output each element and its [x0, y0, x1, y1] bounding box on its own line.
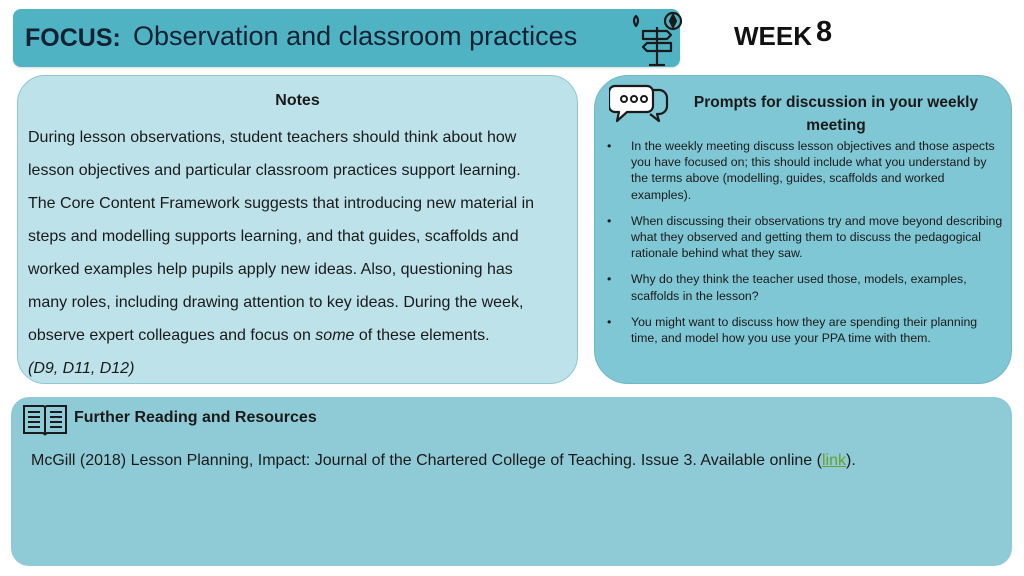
focus-title: Observation and classroom practices	[133, 21, 578, 51]
prompts-list	[603, 138, 1003, 356]
citation-end: ).	[846, 452, 856, 469]
notes-references: (D9, D11, D12)	[28, 360, 135, 377]
prompt-text: Why do they think the teacher used those, models, examples, scaffolds in the lesson?	[631, 272, 967, 303]
bullet: •	[607, 314, 612, 329]
week-number: 8	[816, 16, 833, 48]
list-item	[603, 314, 1003, 346]
notes-line: many roles, including drawing attention to key ideas. During the week,	[28, 294, 524, 311]
bullet: •	[607, 213, 612, 228]
notes-emphasis: some	[315, 327, 355, 344]
notes-line: steps and modelling supports learning, and that guides, scaffolds and	[28, 228, 519, 245]
notes-line: lesson objectives and particular classroom practices support learning.	[28, 162, 521, 179]
citation-text: McGill (2018) Lesson Planning, Impact: Journal of the Chartered College of Teaching. Issue 3. Available online (	[31, 452, 822, 469]
prompts-heading: Prompts for discussion in your weekly meeting	[693, 94, 979, 134]
notes-body	[28, 121, 563, 385]
prompt-text: You might want to discuss how they are spending their planning time, and model how you use your PPA time with them.	[631, 314, 978, 346]
bullet: •	[607, 139, 612, 153]
reading-heading: Further Reading and Resources	[74, 409, 317, 426]
reading-citation	[31, 452, 856, 470]
notes-line-last	[28, 319, 563, 352]
reading-panel	[11, 397, 1012, 566]
notes-line: worked examples help pupils apply new ideas. Also, questioning has	[28, 261, 513, 278]
list-item	[603, 213, 1003, 262]
notes-panel	[17, 75, 578, 384]
week-indicator	[734, 16, 833, 53]
resource-link[interactable]: link	[821, 452, 846, 469]
list-item	[603, 138, 1003, 203]
prompt-text: In the weekly meeting discuss lesson objectives and those aspects you have focused on; this should include what you understand by the terms above (modelling, guides, scaffolds and worked examples).	[631, 139, 995, 202]
notes-text: of these elements.	[354, 327, 490, 344]
notes-text: observe expert colleagues and focus on	[28, 327, 316, 344]
signpost-icon	[627, 11, 683, 67]
focus-header	[13, 9, 680, 67]
list-item	[603, 271, 1003, 303]
prompts-panel	[594, 75, 1012, 384]
prompt-text: When discussing their observations try and move beyond describing what they observed and getting them to discuss the pedagogical rationale behind what they saw.	[631, 213, 1003, 261]
notes-line: During lesson observations, student teachers should think about how	[28, 129, 517, 146]
chat-bubbles-icon	[609, 80, 671, 128]
book-icon	[22, 402, 68, 438]
bullet: •	[607, 272, 612, 287]
week-label: WEEK	[734, 21, 812, 51]
notes-heading: Notes	[275, 92, 320, 109]
focus-label: FOCUS:	[25, 24, 121, 52]
notes-line: The Core Content Framework suggests that introducing new material in	[28, 195, 535, 212]
